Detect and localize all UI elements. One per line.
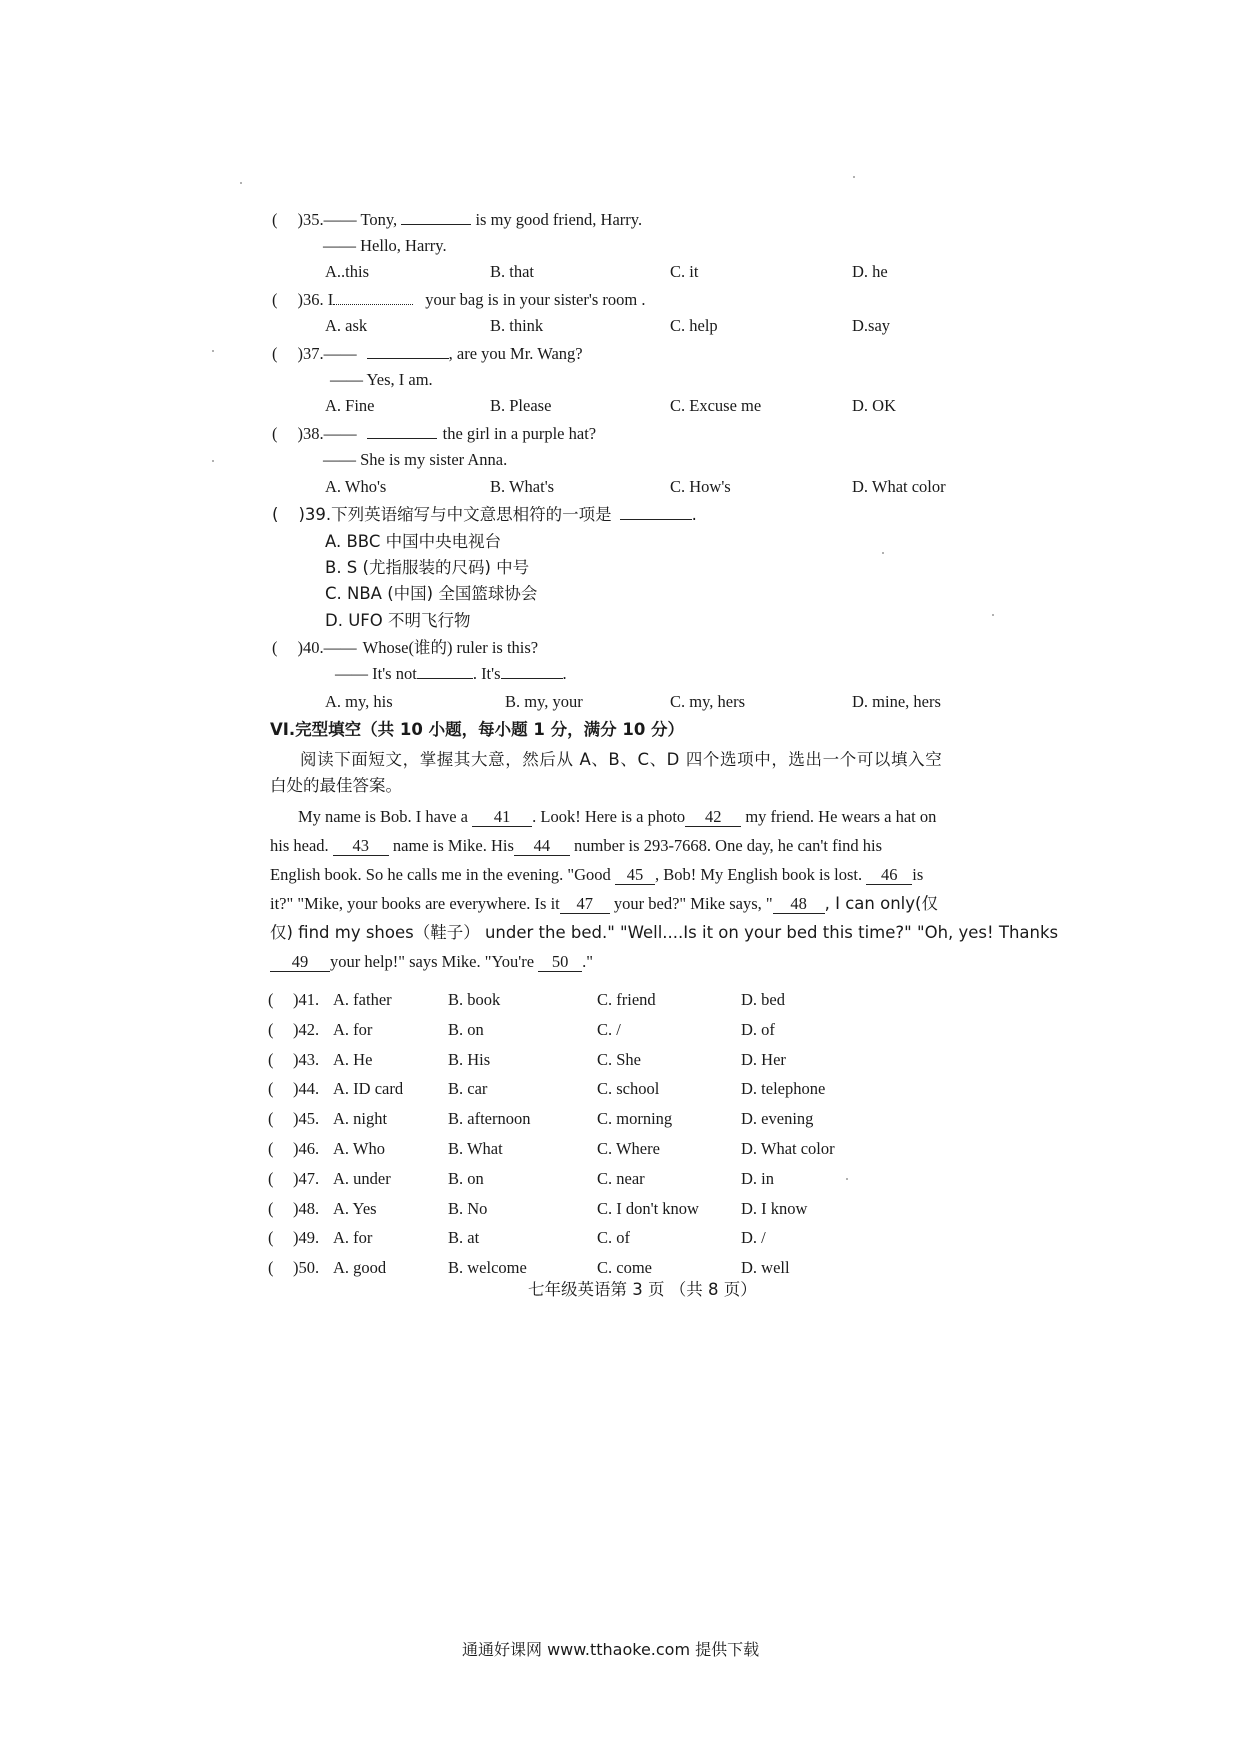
option-b: B. on: [448, 1020, 484, 1039]
option-c: C. Excuse me: [670, 396, 762, 415]
option-a: A. Who: [333, 1139, 385, 1158]
answer-paren[interactable]: (: [272, 638, 278, 657]
question-40: [272, 638, 538, 658]
option-c: C. How's: [670, 477, 731, 496]
passage-blank-41: 41: [472, 808, 532, 827]
question-stem: Whose(谁的) ruler is this?: [362, 638, 539, 657]
answer-blank: [620, 519, 692, 520]
option-d: D. he: [852, 262, 888, 281]
option-c: C. NBA (中国) 全国篮球协会: [325, 584, 538, 603]
option-b: B. at: [448, 1228, 480, 1247]
question-35: [272, 210, 642, 230]
question-number: )35.: [297, 210, 324, 229]
passage-blank-43: 43: [333, 837, 389, 856]
question-number: )45.: [293, 1109, 320, 1128]
option-b: B. No: [448, 1199, 488, 1218]
option-a: A. Fine: [325, 396, 375, 415]
question-number: )50.: [293, 1258, 320, 1277]
option-d: D. Her: [741, 1050, 786, 1069]
question-number: )43.: [293, 1050, 320, 1069]
option-a: A. father: [333, 990, 392, 1009]
question-stem: , are you Mr. Wang?: [448, 344, 583, 363]
question-response: —— It's not . It's .: [335, 664, 567, 683]
option-a: A. night: [333, 1109, 388, 1128]
answer-paren[interactable]: (: [272, 344, 278, 363]
passage-blank-50: 50: [538, 953, 582, 972]
option-d: D. I know: [741, 1199, 808, 1218]
passage-blank-45: 45: [615, 866, 655, 885]
option-b: B. His: [448, 1050, 491, 1069]
option-c: C. Where: [597, 1139, 660, 1158]
option-d: D. evening: [741, 1109, 814, 1128]
option-a: A. my, his: [325, 692, 393, 711]
question-37: [272, 344, 583, 364]
question-stem: is my good friend, Harry.: [471, 210, 643, 229]
answer-blank: [401, 224, 471, 225]
answer-paren[interactable]: (: [268, 1109, 274, 1128]
question-number: )47.: [293, 1169, 320, 1188]
passage-blank-48: 48: [773, 895, 825, 914]
question-stem: .: [691, 505, 697, 524]
question-number: )49.: [293, 1228, 320, 1247]
answer-paren[interactable]: (: [268, 1199, 274, 1218]
passage-line: his head. 43 name is Mike. His 44 number is 293-7668. One day, he can't find his: [270, 836, 883, 855]
answer-paren[interactable]: (: [268, 1139, 274, 1158]
option-a: A. for: [333, 1228, 373, 1247]
download-watermark: 通通好课网 www.tthaoke.com 提供下载: [462, 1640, 760, 1659]
page-number-label: 七年级英语第 3 页 （共 8 页）: [528, 1280, 757, 1299]
question-response: —— She is my sister Anna.: [323, 450, 508, 469]
answer-blank: [367, 358, 449, 359]
answer-paren[interactable]: (: [268, 1050, 274, 1069]
answer-blank: [333, 304, 413, 305]
question-number: )46.: [293, 1139, 320, 1158]
option-d: D. of: [741, 1020, 775, 1039]
question-number: )38.——: [297, 424, 357, 443]
question-number: )48.: [293, 1199, 320, 1218]
question-39: [272, 505, 697, 525]
option-a: A. BBC 中国中央电视台: [325, 532, 502, 551]
option-a: A..this: [325, 262, 370, 281]
passage-blank-44: 44: [514, 837, 570, 856]
passage-line: My name is Bob. I have a 41 . Look! Here is a photo 42 my friend. He wears a hat on: [298, 807, 937, 826]
answer-paren[interactable]: (: [272, 424, 278, 443]
answer-paren[interactable]: (: [268, 1020, 274, 1039]
answer-paren[interactable]: (: [268, 1228, 274, 1247]
option-c: C. /: [597, 1020, 621, 1039]
option-b: B. What's: [490, 477, 555, 496]
scan-speck: [853, 176, 855, 178]
answer-paren[interactable]: (: [268, 1079, 274, 1098]
section-title: VI.完型填空（共 10 小题，每小题 1 分，满分 10 分）: [270, 720, 685, 739]
passage-line: 49 your help!" says Mike. "You're 50 .": [270, 947, 992, 976]
option-c: C. near: [597, 1169, 645, 1188]
answer-paren[interactable]: (: [268, 990, 274, 1009]
option-d: D. well: [741, 1258, 790, 1277]
option-b: B. book: [448, 990, 501, 1009]
question-stem: the girl in a purple hat?: [442, 424, 597, 443]
scan-speck: [212, 350, 214, 352]
answer-blank: [367, 438, 437, 439]
answer-paren[interactable]: (: [272, 505, 279, 524]
option-b: B. welcome: [448, 1258, 527, 1277]
option-a: A. He: [333, 1050, 373, 1069]
answer-paren[interactable]: (: [268, 1258, 274, 1277]
option-b: B. my, your: [505, 692, 583, 711]
option-c: C. friend: [597, 990, 656, 1009]
option-c: C. She: [597, 1050, 642, 1069]
option-c: C. of: [597, 1228, 630, 1247]
section-instruction: 阅读下面短文，掌握其大意，然后从 A、B、C、D 四个选项中，选出一个可以填入空: [300, 750, 943, 769]
passage-blank-47: 47: [560, 895, 610, 914]
passage-blank-46: 46: [866, 866, 912, 885]
option-d: D.say: [852, 316, 891, 335]
option-b: B. on: [448, 1169, 484, 1188]
option-d: D. mine, hers: [852, 692, 941, 711]
option-b: B. Please: [490, 396, 552, 415]
passage-blank-42: 42: [685, 808, 741, 827]
section-instruction: 白处的最佳答案。: [270, 776, 402, 795]
scan-speck: [846, 1178, 848, 1180]
question-stem: —— Tony,: [323, 210, 402, 229]
question-36: [272, 290, 645, 310]
question-number: )40.——: [297, 638, 357, 657]
option-a: A. Yes: [333, 1199, 377, 1218]
option-a: A. Who's: [325, 477, 387, 496]
question-stem: your bag is in your sister's room .: [425, 290, 646, 309]
passage-line: English book. So he calls me in the evening. "Good 45 , Bob! My English book is lost. 46 is: [270, 865, 924, 884]
cloze-passage: [270, 802, 1059, 976]
option-b: B. that: [490, 262, 534, 281]
question-number: )44.: [293, 1079, 320, 1098]
question-number: )39.下列英语缩写与中文意思相符的一项是: [298, 505, 612, 524]
option-a: A. under: [333, 1169, 391, 1188]
question-response: —— Yes, I am.: [330, 370, 433, 389]
option-b: B. car: [448, 1079, 488, 1098]
scan-speck: [212, 460, 214, 462]
question-number: )37.——: [297, 344, 357, 363]
option-c: C. school: [597, 1079, 660, 1098]
scan-speck: [882, 552, 884, 554]
passage-line: it?" "Mike, your books are everywhere. Is it 47 your bed?" Mike says, " 48 , I can only(仅: [270, 894, 938, 913]
option-d: D. in: [741, 1169, 774, 1188]
question-number: )41.: [293, 990, 320, 1009]
option-c: C. morning: [597, 1109, 673, 1128]
option-a: A. for: [333, 1020, 373, 1039]
option-d: D. UFO 不明飞行物: [325, 611, 471, 630]
option-d: D. OK: [852, 396, 896, 415]
question-38: [272, 424, 596, 444]
option-b: B. think: [490, 316, 544, 335]
option-d: D. /: [741, 1228, 766, 1247]
option-c: C. help: [670, 316, 718, 335]
option-d: D. What color: [741, 1139, 835, 1158]
question-response: —— Hello, Harry.: [323, 236, 447, 255]
option-d: D. What color: [852, 477, 946, 496]
answer-paren[interactable]: (: [272, 210, 278, 229]
answer-paren[interactable]: (: [268, 1169, 274, 1188]
option-c: C. it: [670, 262, 699, 281]
question-number: )42.: [293, 1020, 320, 1039]
option-d: D. bed: [741, 990, 785, 1009]
option-b: B. S (尤指服装的尺码) 中号: [325, 558, 530, 577]
option-a: A. ask: [325, 316, 368, 335]
option-c: C. come: [597, 1258, 652, 1277]
scan-speck: [240, 182, 242, 184]
option-a: A. ID card: [333, 1079, 404, 1098]
option-d: D. telephone: [741, 1079, 826, 1098]
answer-paren[interactable]: (: [272, 290, 278, 309]
answer-blank: [501, 678, 563, 679]
option-a: A. good: [333, 1258, 387, 1277]
option-b: B. What: [448, 1139, 503, 1158]
option-b: B. afternoon: [448, 1109, 531, 1128]
question-number: )36. I: [297, 290, 334, 309]
option-c: C. I don't know: [597, 1199, 699, 1218]
passage-blank-49: 49: [270, 953, 330, 972]
passage-line: 仅) find my shoes（鞋子） under the bed." "Well....Is it on your bed this time?" "Oh, yes! Thanks: [270, 923, 1059, 942]
scan-speck: [992, 614, 994, 616]
answer-blank: [417, 678, 473, 679]
option-c: C. my, hers: [670, 692, 746, 711]
